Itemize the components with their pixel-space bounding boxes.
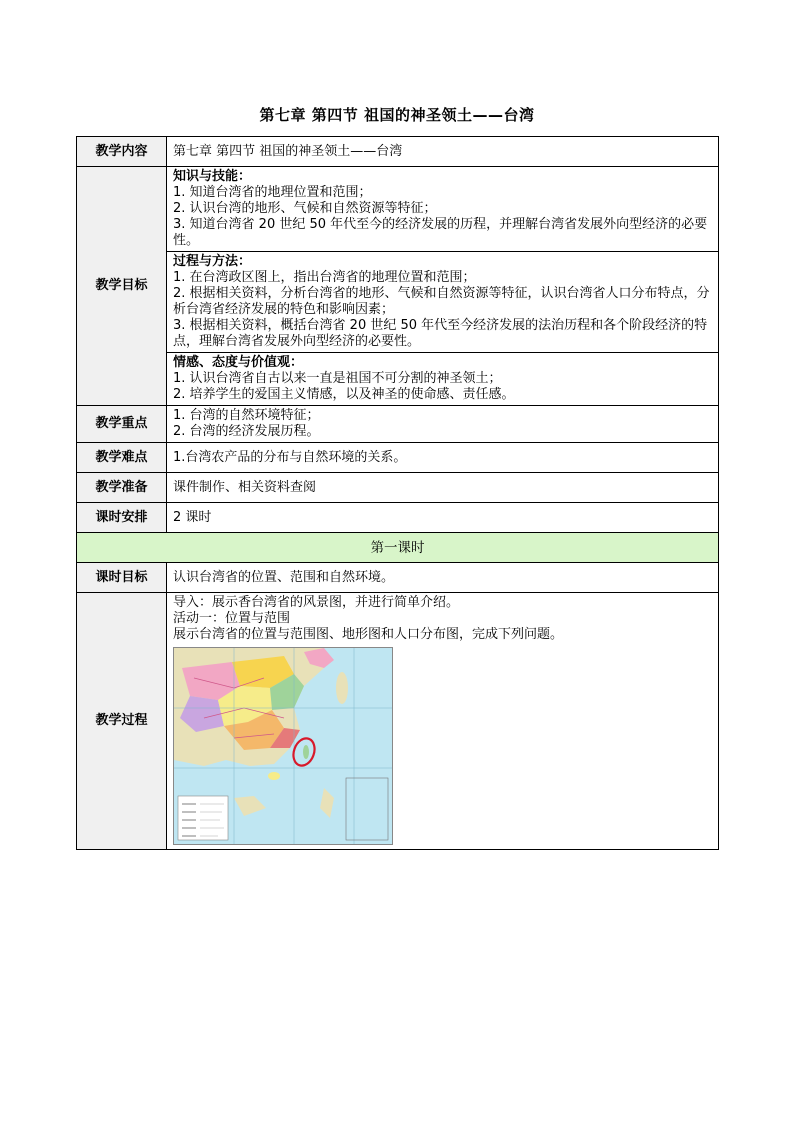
china-map-image [173, 647, 393, 845]
lesson-plan-table [76, 136, 719, 850]
lesson-banner: 第一课时 [77, 533, 719, 563]
row-preparation [77, 473, 719, 503]
goal-item: 2. 根据相关资料，分析台湾省的地形、气候和自然资源等特征，认识台湾省人口分布特点，分析台湾省经济发展的特色和影响因素； [173, 286, 710, 317]
document-title: 第七章 第四节 祖国的神圣领土——台湾 [259, 106, 535, 124]
label-difficulty: 教学难点 [77, 443, 167, 473]
goal-item: 1. 在台湾政区图上，指出台湾省的地理位置和范围； [173, 270, 476, 285]
goal-head-process: 过程与方法： [173, 254, 252, 269]
row-goal-attitude [77, 353, 719, 406]
schedule-text: 2 课时 [167, 503, 719, 533]
goal-item: 2. 认识台湾的地形、气候和自然资源等特征； [173, 201, 437, 216]
label-teaching-goals: 教学目标 [77, 167, 167, 406]
goal-head-attitude: 情感、态度与价值观： [173, 355, 304, 370]
goal-item: 1. 认识台湾省自古以来一直是祖国不可分割的神圣领土； [173, 371, 502, 386]
map-legend-box [178, 796, 228, 840]
key-point-item: 2. 台湾的经济发展历程。 [173, 424, 320, 439]
process-line: 展示台湾省的位置与范围图、地形图和人口分布图，完成下列问题。 [173, 627, 564, 642]
row-schedule [77, 503, 719, 533]
key-points-list [167, 406, 719, 443]
label-teaching-process: 教学过程 [77, 593, 167, 850]
goal-item: 1. 知道台湾省的地理位置和范围； [173, 185, 372, 200]
label-teaching-content: 教学内容 [77, 137, 167, 167]
map-island [336, 672, 348, 704]
goal-item: 2. 培养学生的爱国主义情感，以及神圣的使命感、责任感。 [173, 387, 515, 402]
preparation-text: 课件制作、相关资料查阅 [167, 473, 719, 503]
row-lesson-goal [77, 563, 719, 593]
row-goal-process [77, 252, 719, 353]
label-preparation: 教学准备 [77, 473, 167, 503]
teaching-content-text: 第七章 第四节 祖国的神圣领土——台湾 [167, 137, 719, 167]
goal-section-process [167, 252, 719, 353]
lesson-goal-text: 认识台湾省的位置、范围和自然环境。 [167, 563, 719, 593]
china-map-illustration [174, 648, 392, 844]
row-teaching-content [77, 137, 719, 167]
row-goal-knowledge [77, 167, 719, 252]
map-island-taiwan [303, 745, 309, 759]
label-schedule: 课时安排 [77, 503, 167, 533]
process-line: 导入：展示香台湾省的风景图，并进行简单介绍。 [173, 595, 460, 610]
key-point-item: 1. 台湾的自然环境特征； [173, 408, 320, 423]
goal-head-knowledge: 知识与技能： [173, 169, 252, 184]
teaching-process-content [167, 593, 719, 850]
goal-item: 3. 根据相关资料，概括台湾省 20 世纪 50 年代至今经济发展的法治历程和各个阶段经济的特点，理解台湾省发展外向型经济的必要性。 [173, 318, 708, 349]
difficulty-text: 1.台湾农产品的分布与自然环境的关系。 [167, 443, 719, 473]
goal-section-attitude [167, 353, 719, 406]
map-island [268, 772, 280, 780]
label-lesson-goal: 课时目标 [77, 563, 167, 593]
row-difficulty [77, 443, 719, 473]
goal-item: 3. 知道台湾省 20 世纪 50 年代至今的经济发展的历程，并理解台湾省发展外向型经济的必要性。 [173, 217, 708, 248]
process-line: 活动一：位置与范围 [173, 611, 291, 626]
row-lesson-banner [77, 533, 719, 563]
row-teaching-process [77, 593, 719, 850]
goal-section-knowledge [167, 167, 719, 252]
label-key-points: 教学重点 [77, 406, 167, 443]
row-key-points [77, 406, 719, 443]
